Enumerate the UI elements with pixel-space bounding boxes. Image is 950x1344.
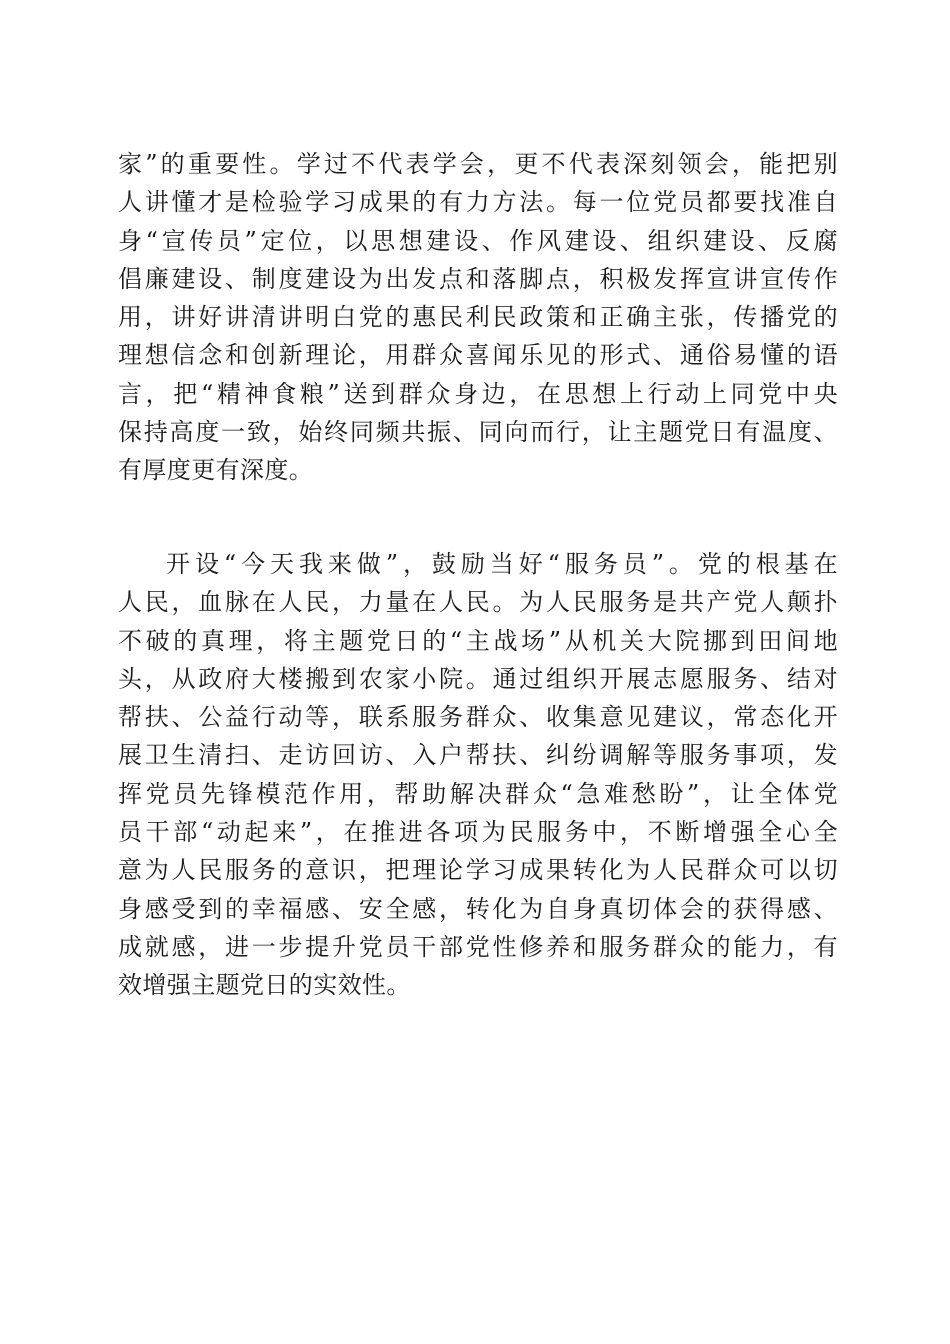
paragraph-1-line-2: 人讲懂才是检验学习成果的有力方法。每一位党员都要找准自 — [118, 188, 838, 217]
paragraph-1-line-9: 有厚度更有深度。 — [118, 456, 314, 485]
paragraph-2-line-9: 意为人民服务的意识，把理论学习成果转化为人民群众可以切 — [118, 856, 838, 885]
paragraph-1-line-7: 言，把“精神食粮”送到群众身边，在思想上行动上同党中央 — [118, 379, 838, 408]
paragraph-2-line-7: 挥党员先锋模范作用，帮助解决群众“急难愁盼”，让全体党 — [118, 779, 838, 808]
paragraph-1-line-8: 保持高度一致，始终同频共振、同向而行，让主题党日有温度、 — [118, 418, 838, 447]
paragraph-2 — [118, 545, 838, 1005]
paragraph-2-line-6: 展卫生清扫、走访回访、入户帮扶、纠纷调解等服务事项，发 — [118, 741, 838, 770]
paragraph-1-line-3: 身“宣传员”定位，以思想建设、作风建设、组织建设、反腐 — [118, 226, 838, 255]
paragraph-1-line-5: 用，讲好讲清讲明白党的惠民利民政策和正确主张，传播党的 — [118, 303, 838, 332]
paragraph-2-line-3: 不破的真理，将主题党日的“主战场”从机关大院挪到田间地 — [118, 626, 838, 655]
paragraph-2-line-10: 身感受到的幸福感、安全感，转化为自身真切体会的获得感、 — [118, 894, 838, 923]
paragraph-2-line-5: 帮扶、公益行动等，联系服务群众、收集意见建议，常态化开 — [118, 703, 838, 732]
paragraph-1-line-1: 家”的重要性。学过不代表学会，更不代表深刻领会，能把别 — [118, 150, 838, 178]
paragraph-1-line-4: 倡廉建设、制度建设为出发点和落脚点，积极发挥宣讲宣传作 — [118, 264, 838, 293]
paragraph-2-line-8: 员干部“动起来”，在推进各项为民服务中，不断增强全心全 — [118, 818, 838, 847]
paragraph-2-line-2: 人民，血脉在人民，力量在人民。为人民服务是共产党人颠扑 — [118, 588, 838, 617]
paragraph-2-line-1: 开设“今天我来做”，鼓励当好“服务员”。党的根基在 — [166, 550, 838, 578]
paragraph-2-line-12: 效增强主题党日的实效性。 — [118, 971, 411, 1000]
paragraph-2-line-11: 成就感，进一步提升党员干部党性修养和服务群众的能力，有 — [118, 932, 838, 961]
paragraph-1 — [118, 145, 838, 490]
paragraph-1-line-6: 理想信念和创新理论，用群众喜闻乐见的形式、通俗易懂的语 — [118, 341, 838, 370]
paragraph-2-line-4: 头，从政府大楼搬到农家小院。通过组织开展志愿服务、结对 — [118, 664, 838, 693]
